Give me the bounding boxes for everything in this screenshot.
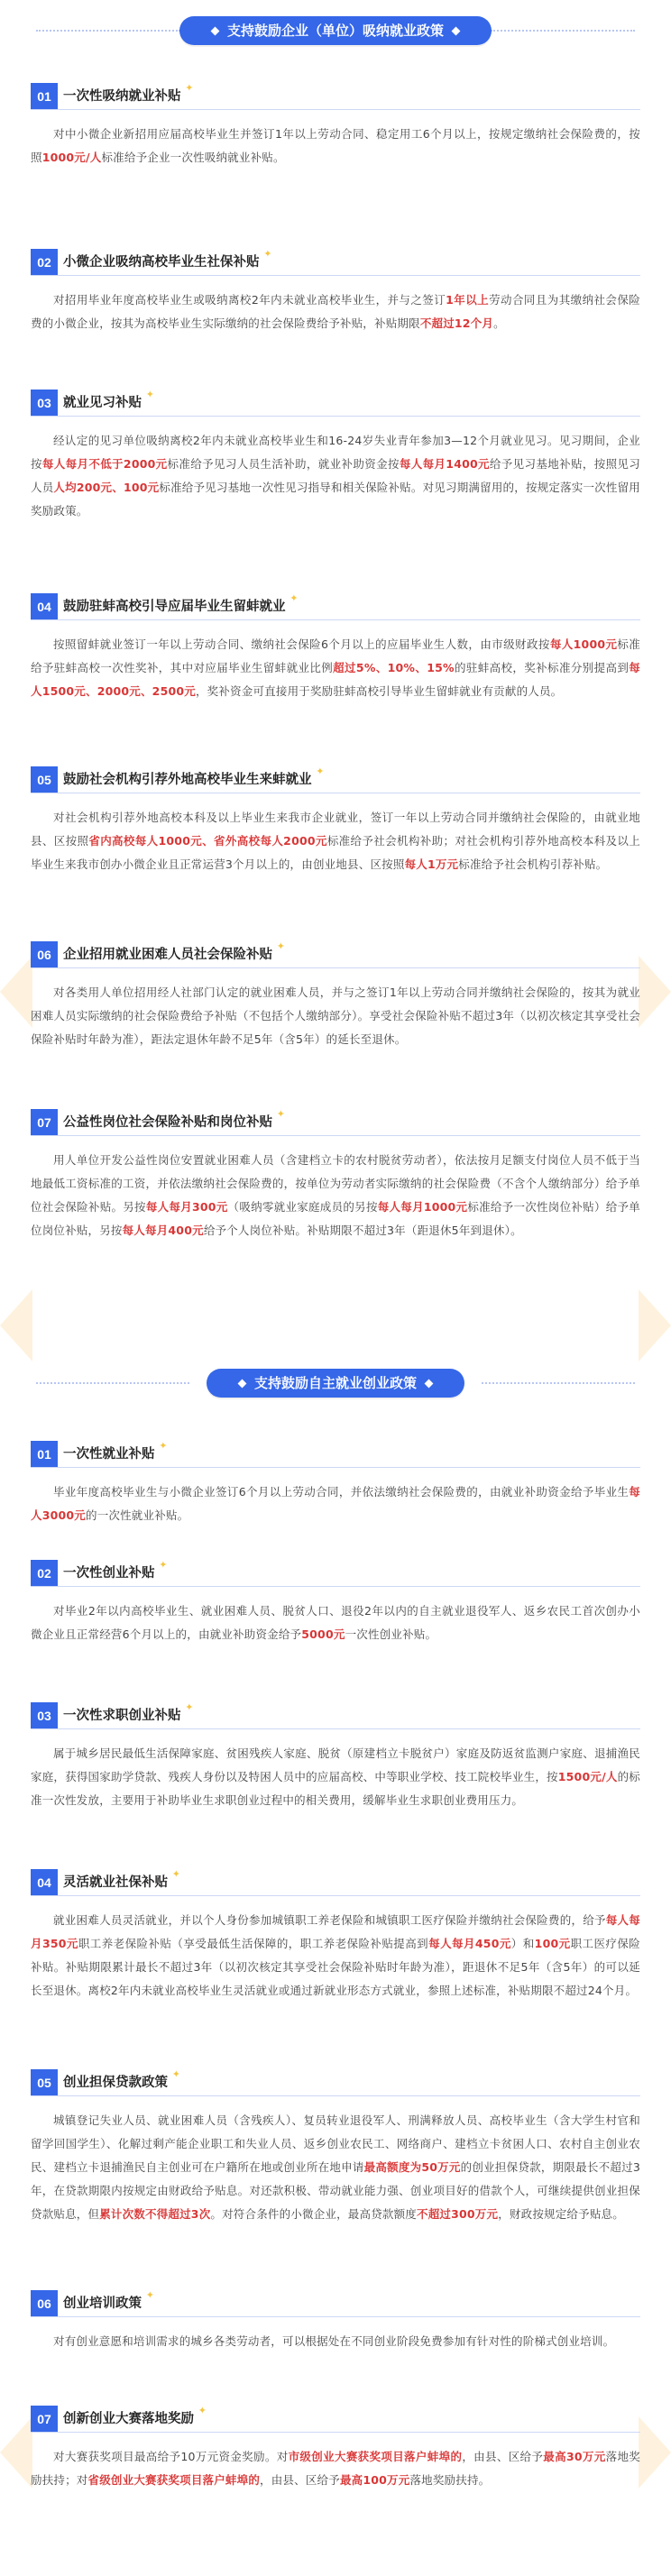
highlighted-value: 省内高校每人1000元、省外高校每人2000元 bbox=[88, 834, 327, 848]
policy-section bbox=[31, 593, 640, 703]
section-number: 05 bbox=[31, 2069, 58, 2096]
body-text: 职工医疗保险补贴。补贴期限累计最长不超过3年（以初次核定其享受社会保险补贴时年龄为准），距退休不足5年（含5年）的可以延长至退休。离校2年内未就业高校毕业生灵活就业或通过新就业形态方式就业，参照上述标准，补贴期限不超过24个月。 bbox=[31, 1937, 640, 1997]
body-text: 毕业年度高校毕业生与小微企业签订6个月以上劳动合同，并依法缴纳社会保险费的，由就业补助资金给予毕业生 bbox=[53, 1485, 630, 1499]
highlighted-value: 最高额度为50万元 bbox=[363, 2160, 461, 2174]
highlighted-value: 累计次数不得超过3次 bbox=[99, 2207, 211, 2221]
banner-divider bbox=[491, 30, 635, 32]
policy-section bbox=[31, 83, 640, 170]
highlighted-value: 5000元 bbox=[301, 1627, 345, 1641]
body-text: 的标准一次性发放，主要用于补助毕业生求职创业过程中的相关费用，缓解毕业生求职创业费用压力。 bbox=[31, 1770, 640, 1807]
body-text: 标准给予社会机构引荐补贴。 bbox=[458, 857, 608, 871]
section-title: 鼓励驻蚌高校引导应届毕业生留蚌就业 ✦ bbox=[63, 593, 299, 620]
highlighted-value: 每人每月400元 bbox=[122, 1224, 204, 1237]
policy-section bbox=[31, 941, 640, 1051]
title-underline bbox=[31, 967, 640, 968]
body-text: 对社会机构引荐外地高校本科及以上毕业生来我市企业就业，签订一年以上劳动合同并缴纳社会保险的，由就业地县、区按照 bbox=[31, 811, 640, 848]
section-header bbox=[31, 1441, 640, 1468]
body-text: 给予个人岗位补贴。补贴期限不超过3年（距退休5年到退休）。 bbox=[203, 1224, 522, 1237]
section-header bbox=[31, 83, 640, 110]
policy-section bbox=[31, 1109, 640, 1242]
decor-triangle-right bbox=[639, 2416, 671, 2489]
highlighted-value: 省级创业大赛获奖项目落户蚌埠的 bbox=[87, 2473, 261, 2487]
policy-section bbox=[31, 1869, 640, 2003]
decor-triangle-left bbox=[0, 2416, 32, 2489]
policy-section bbox=[31, 249, 640, 335]
section-number: 03 bbox=[31, 390, 58, 417]
section-title: 一次性吸纳就业补贴 ✦ bbox=[63, 83, 194, 110]
body-text: 标准给予见习基地一次性见习指导和相关保险补贴。对见习期满留用的，按规定落实一次性留用奖励政策。 bbox=[31, 481, 641, 518]
section-banner-2 bbox=[207, 1369, 464, 1398]
section-header bbox=[31, 2290, 640, 2317]
decor-triangle-right bbox=[639, 956, 671, 1028]
body-text: 一次性创业补贴。 bbox=[345, 1627, 437, 1641]
body-text: 的创业担保贷款，期限最长不超过3年，在贷款期限内按规定由财政给予贴息。对还款积极、带动就业能力强、创业项目好的借款个人，可继续提供创业担保贷款贴息，但 bbox=[31, 2160, 640, 2221]
section-number: 01 bbox=[31, 1441, 58, 1468]
diamond-icon bbox=[211, 27, 220, 36]
section-header bbox=[31, 2069, 640, 2096]
diamond-icon bbox=[425, 1380, 434, 1389]
body-text: 对有创业意愿和培训需求的城乡各类劳动者，可以根据处在不同创业阶段免费参加有针对性的阶梯式创业培训。 bbox=[53, 2334, 615, 2348]
section-banner-1 bbox=[179, 16, 492, 45]
banner-title: 支持鼓励企业（单位）吸纳就业政策 bbox=[226, 23, 445, 39]
body-text: 对大赛获奖项目最高给予10万元资金奖励。对 bbox=[53, 2450, 289, 2463]
policy-section bbox=[31, 2406, 640, 2492]
policy-section bbox=[31, 2069, 640, 2226]
section-title: 鼓励社会机构引荐外地高校毕业生来蚌就业 ✦ bbox=[63, 766, 325, 793]
diamond-icon bbox=[238, 1380, 247, 1389]
section-header bbox=[31, 1560, 640, 1587]
highlighted-value: 每人每月1400元 bbox=[399, 457, 490, 471]
section-header bbox=[31, 390, 640, 417]
section-body bbox=[31, 2445, 640, 2492]
body-text: 对招用毕业年度高校毕业生或吸纳离校2年内未就业高校毕业生，并与之签订 bbox=[53, 293, 446, 307]
highlighted-value: 最高100万元 bbox=[339, 2473, 410, 2487]
section-number: 05 bbox=[31, 766, 58, 793]
body-text: 标准给予企业一次性吸纳就业补贴。 bbox=[101, 151, 285, 164]
decor-triangle-right bbox=[639, 1289, 671, 1361]
title-underline bbox=[31, 416, 640, 417]
section-number: 04 bbox=[31, 1869, 58, 1896]
highlighted-value: 每人1000元 bbox=[549, 637, 618, 651]
body-text: 用人单位开发公益性岗位安置就业困难人员（含建档立卡的农村脱贫劳动者），依法按月足额支付岗位人员不低于当地最低工资标准的工资，并依法缴纳社会保险费的，按单位为劳动者实际缴纳的社会保险费（不含个人缴纳部分）给予单位社会保险补贴。另按 bbox=[31, 1153, 640, 1214]
policy-section bbox=[31, 1560, 640, 1646]
section-body bbox=[31, 1481, 640, 1527]
banner-divider bbox=[482, 1382, 635, 1384]
policy-section bbox=[31, 390, 640, 523]
body-text: ，由县、区给予 bbox=[260, 2473, 340, 2487]
section-number: 01 bbox=[31, 83, 58, 110]
section-number: 02 bbox=[31, 249, 58, 276]
body-text: 按照留蚌就业签订一年以上劳动合同、缴纳社会保险6个月以上的应届毕业生人数，由市级财政按 bbox=[53, 637, 550, 651]
body-text: 对毕业2年以内高校毕业生、就业困难人员、脱贫人口、退役2年以内的自主就业退役军人、返乡农民工首次创办小微企业且正常经营6个月以上的，由就业补助资金给予 bbox=[31, 1604, 640, 1641]
body-text: 对各类用人单位招用经人社部门认定的就业困难人员，并与之签订1年以上劳动合同并缴纳社会保险的，按其为就业困难人员实际缴纳的社会保险费给予补贴（不包括个人缴纳部分）。享受社会保险补贴不超过3年（以初次核定其享受社会保险补贴时年龄为准），距法定退休年龄不足5年（含5年）的延长至退休。 bbox=[31, 985, 640, 1046]
highlighted-value: 1年以上 bbox=[446, 293, 490, 307]
highlighted-value: 市级创业大赛获奖项目落户蚌埠的 bbox=[288, 2450, 463, 2463]
title-underline bbox=[31, 1728, 640, 1729]
highlighted-value: 每人每月1000元 bbox=[377, 1200, 468, 1214]
section-header bbox=[31, 249, 640, 276]
highlighted-value: 不超过12个月 bbox=[419, 316, 494, 330]
section-header bbox=[31, 1109, 640, 1136]
highlighted-value: 1500元/人 bbox=[557, 1770, 618, 1783]
policy-section bbox=[31, 766, 640, 876]
section-title: 灵活就业社保补贴 ✦ bbox=[63, 1869, 180, 1896]
body-text: （吸纳零就业家庭成员的另按 bbox=[227, 1200, 378, 1214]
body-text: 对中小微企业新招用应届高校毕业生并签订1年以上劳动合同、稳定用工6个月以上，按规定缴纳社会保险费的，按照 bbox=[31, 127, 640, 164]
section-body bbox=[31, 633, 640, 703]
body-text: ，由县、区给予 bbox=[462, 2450, 544, 2463]
body-text: ）和 bbox=[510, 1937, 535, 1950]
section-header bbox=[31, 1702, 640, 1729]
body-text: 标准给予社会机构补助；对社会机构引荐外地高校本科及以上毕业生来我市创办小微企业且正常运营3个月以上的，由创业地县、区按照 bbox=[31, 834, 640, 871]
policy-section bbox=[31, 1441, 640, 1527]
section-body bbox=[31, 1149, 640, 1242]
body-text: 标准给予驻蚌高校一次性奖补，其中对应届毕业生留蚌就业比例 bbox=[31, 637, 640, 674]
section-title: 创业担保贷款政策 ✦ bbox=[63, 2069, 180, 2096]
title-underline bbox=[31, 619, 640, 620]
section-header bbox=[31, 941, 640, 968]
body-text: 经认定的见习单位吸纳离校2年内未就业高校毕业生和16-24岁失业青年参加3—12个月就业见习。见习期间，企业按 bbox=[31, 434, 640, 471]
section-number: 03 bbox=[31, 1702, 58, 1729]
section-title: 创业培训政策 ✦ bbox=[63, 2290, 154, 2317]
title-underline bbox=[31, 1586, 640, 1587]
section-number: 07 bbox=[31, 2406, 58, 2433]
title-underline bbox=[31, 2095, 640, 2096]
body-text: 的驻蚌高校，奖补标准分别提高到 bbox=[454, 661, 630, 674]
section-title: 小微企业吸纳高校毕业生社保补贴 ✦ bbox=[63, 249, 272, 276]
section-number: 04 bbox=[31, 593, 58, 620]
section-body bbox=[31, 1909, 640, 2003]
body-text: 给予见习基地补贴，按照见习人员 bbox=[31, 457, 640, 494]
banner-divider bbox=[36, 1382, 189, 1384]
section-number: 06 bbox=[31, 2290, 58, 2317]
section-number: 07 bbox=[31, 1109, 58, 1136]
section-header bbox=[31, 766, 640, 793]
title-underline bbox=[31, 275, 640, 276]
section-title: 一次性求职创业补贴 ✦ bbox=[63, 1702, 194, 1729]
body-text: 就业困难人员灵活就业，并以个人身份参加城镇职工养老保险和城镇职工医疗保险并缴纳社会保险费的，给予 bbox=[53, 1913, 606, 1927]
title-underline bbox=[31, 2432, 640, 2433]
decor-triangle-left bbox=[0, 956, 32, 1028]
section-number: 06 bbox=[31, 941, 58, 968]
title-underline bbox=[31, 2316, 640, 2317]
section-title: 创新创业大赛落地奖励 ✦ bbox=[63, 2406, 207, 2433]
section-header bbox=[31, 593, 640, 620]
section-body bbox=[31, 2330, 640, 2353]
highlighted-value: 超过5%、10%、15% bbox=[333, 661, 455, 674]
section-title: 企业招用就业困难人员社会保险补贴 ✦ bbox=[63, 941, 285, 968]
section-body bbox=[31, 981, 640, 1051]
title-underline bbox=[31, 1135, 640, 1136]
section-body bbox=[31, 429, 640, 523]
section-body bbox=[31, 1600, 640, 1646]
diamond-icon bbox=[452, 27, 461, 36]
section-body bbox=[31, 123, 640, 170]
section-number: 02 bbox=[31, 1560, 58, 1587]
body-text: 。 bbox=[493, 316, 505, 330]
highlighted-value: 每人3000元 bbox=[31, 1485, 640, 1522]
section-header bbox=[31, 1869, 640, 1896]
section-title: 一次性创业补贴 ✦ bbox=[63, 1560, 168, 1587]
section-title: 一次性就业补贴 ✦ bbox=[63, 1441, 168, 1468]
body-text: 标准给予见习人员生活补助，就业补助资金按 bbox=[167, 457, 400, 471]
highlighted-value: 不超过300万元 bbox=[417, 2207, 499, 2221]
section-title: 就业见习补贴 ✦ bbox=[63, 390, 154, 417]
highlighted-value: 100元 bbox=[534, 1937, 571, 1950]
banner-divider bbox=[36, 30, 180, 32]
title-underline bbox=[31, 109, 640, 110]
body-text: ，奖补资金可直接用于奖励驻蚌高校引导毕业生留蚌就业有贡献的人员。 bbox=[195, 684, 563, 698]
banner-title: 支持鼓励自主就业创业政策 bbox=[253, 1375, 418, 1391]
highlighted-value: 每人每月450元 bbox=[428, 1937, 511, 1950]
highlighted-value: 每人每月350元 bbox=[31, 1913, 640, 1950]
body-text: 职工养老保险补贴（享受最低生活保障的，职工养老保险补贴提高到 bbox=[78, 1937, 429, 1950]
body-text: 城镇登记失业人员、就业困难人员（含残疾人）、复员转业退役军人、刑满释放人员、高校毕业生（含大学生村官和留学回国学生）、化解过剩产能企业职工和失业人员、返乡创业农民工、网络商户、建档立卡贫困人口、农村自主创业农民、建档立卡退捕渔民自主创业可在户籍所在地或创业所在地申请 bbox=[31, 2113, 640, 2174]
body-text: 落地奖励扶持；对 bbox=[31, 2450, 640, 2487]
policy-section bbox=[31, 1702, 640, 1812]
body-text: 标准给予一次性岗位补贴）给予单位岗位补贴，另按 bbox=[31, 1200, 640, 1237]
body-text: 落地奖励扶持。 bbox=[409, 2473, 491, 2487]
section-title: 公益性岗位社会保险补贴和岗位补贴 ✦ bbox=[63, 1109, 285, 1136]
policy-section bbox=[31, 2290, 640, 2353]
highlighted-value: 1000元/人 bbox=[41, 151, 102, 164]
body-text: ，财政按规定给予贴息。 bbox=[498, 2207, 624, 2221]
body-text: 劳动合同且为其缴纳社会保险费的小微企业，按其为高校毕业生实际缴纳的社会保险费给予补贴，补贴期限 bbox=[31, 293, 640, 330]
section-body bbox=[31, 289, 640, 335]
highlighted-value: 每人每月不低于2000元 bbox=[41, 457, 168, 471]
section-header bbox=[31, 2406, 640, 2433]
highlighted-value: 最高30万元 bbox=[543, 2450, 606, 2463]
decor-triangle-left bbox=[0, 1289, 32, 1361]
title-underline bbox=[31, 1895, 640, 1896]
section-body bbox=[31, 1742, 640, 1812]
highlighted-value: 每人1500元、2000元、2500元 bbox=[31, 661, 640, 698]
highlighted-value: 每人每月300元 bbox=[145, 1200, 228, 1214]
body-text: 的一次性就业补贴。 bbox=[86, 1508, 189, 1522]
body-text: 属于城乡居民最低生活保障家庭、贫困残疾人家庭、脱贫（原建档立卡脱贫户）家庭及防返贫监测户家庭、退捕渔民家庭，获得国家助学贷款、残疾人身份以及特困人员中的应届高校、中等职业学校、技工院校毕业生，按 bbox=[31, 1746, 640, 1783]
section-body bbox=[31, 806, 640, 876]
highlighted-value: 每人1万元 bbox=[404, 857, 459, 871]
title-underline bbox=[31, 1467, 640, 1468]
highlighted-value: 人均200元、100元 bbox=[53, 481, 160, 494]
body-text: 。对符合条件的小微企业，最高贷款额度 bbox=[210, 2207, 418, 2221]
section-body bbox=[31, 2109, 640, 2226]
